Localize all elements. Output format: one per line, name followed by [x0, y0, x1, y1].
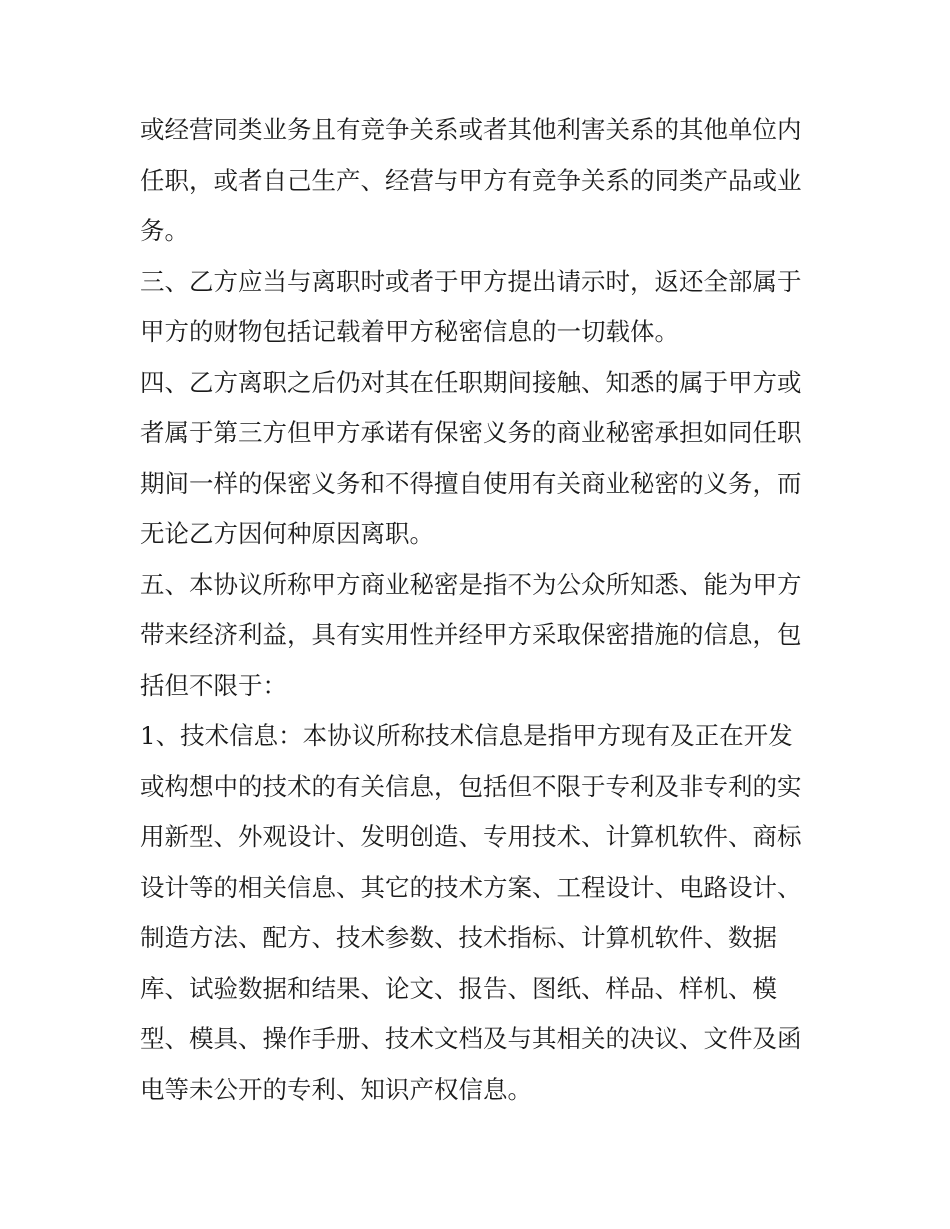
body-line: 库、试验数据和结果、论文、报告、图纸、样品、样机、模	[140, 973, 777, 1003]
document-body	[140, 105, 820, 1115]
body-line: 或经营同类业务且有竞争关系或者其他利害关系的其他单位内	[140, 115, 802, 144]
body-line: 设计等的相关信息、其它的技术方案、工程设计、电路设计、	[140, 872, 802, 902]
body-line: 甲方的财物包括记载着甲方秘密信息的一切载体。	[140, 317, 679, 346]
body-line: 括但不限于：	[140, 670, 287, 700]
body-line: 五、本协议所称甲方商业秘密是指不为公众所知悉、能为甲方	[140, 569, 802, 599]
body-line: 期间一样的保密义务和不得擅自使用有关商业秘密的义务，而	[140, 468, 802, 498]
body-line: 带来经济利益，具有实用性并经甲方采取保密措施的信息，包	[140, 620, 802, 649]
body-line: 型、模具、操作手册、技术文档及与其相关的决议、文件及函	[140, 1024, 802, 1053]
body-line: 或构想中的技术的有关信息，包括但不限于专利及非专利的实	[140, 771, 802, 801]
body-line: 务。	[140, 216, 189, 245]
body-line: 三、乙方应当与离职时或者于甲方提出请示时，返还全部属于	[140, 266, 802, 296]
body-line: 无论乙方因何种原因离职。	[140, 519, 434, 548]
body-line: 四、乙方离职之后仍对其在任职期间接触、知悉的属于甲方或	[140, 367, 802, 397]
body-line: 制造方法、配方、技术参数、技术指标、计算机软件、数据	[140, 923, 777, 952]
body-line: 任职，或者自己生产、经营与甲方有竞争关系的同类产品或业	[140, 165, 802, 195]
body-line: 者属于第三方但甲方承诺有保密义务的商业秘密承担如同任职	[140, 418, 802, 447]
body-line: 1、技术信息：本协议所称技术信息是指甲方现有及正在开发	[140, 721, 793, 750]
body-line: 电等未公开的专利、知识产权信息。	[140, 1074, 532, 1104]
body-line: 用新型、外观设计、发明创造、专用技术、计算机软件、商标	[140, 822, 802, 851]
